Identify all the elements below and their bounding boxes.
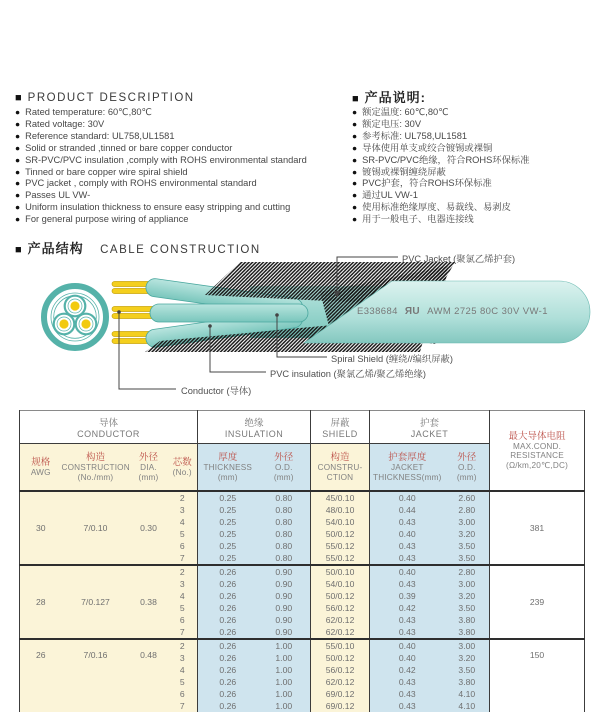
cell-ins-thickness: 0.26 [198,639,258,652]
table-group-header: 屏蔽 SHIELD [311,411,370,444]
table-column-header: 外径 O.D. (mm) [258,444,311,492]
cell-cores: 2 [168,565,198,578]
bullet-item: ● Solid or stranded ,tinned or bare copper conductor [15,143,307,155]
cell-ins-od: 0.80 [258,516,311,528]
table-row [20,565,585,578]
cell-ins-thickness: 0.26 [198,652,258,664]
cell-shield: 69/0.12 [311,688,370,700]
cell-shield: 56/0.12 [311,664,370,676]
cell-jacket-thickness: 0.43 [370,516,445,528]
cell-cores: 7 [168,700,198,712]
section-square-icon: ■ [352,93,359,105]
spiral-shield-label: Spiral Shield (缠绕//编织屏蔽) [331,354,453,364]
table-column-header: 护套厚度 JACKET THICKNESS(mm) [370,444,445,492]
cell-dia: 0.48 [130,639,168,712]
cell-ins-od: 1.00 [258,700,311,712]
cell-cores: 5 [168,676,198,688]
specification-table [19,410,585,712]
cell-ins-thickness: 0.26 [198,700,258,712]
cell-jacket-od: 2.60 [445,491,490,504]
cell-jacket-od: 3.00 [445,516,490,528]
cell-ins-thickness: 0.26 [198,590,258,602]
cell-jacket-thickness: 0.40 [370,639,445,652]
bullet-item: ● Tinned or bare copper wire spiral shield [15,167,307,179]
cell-shield: 50/0.12 [311,652,370,664]
cell-jacket-thickness: 0.43 [370,626,445,639]
cell-ins-thickness: 0.26 [198,676,258,688]
bullet-item: ● Reference standard: UL758,UL1581 [15,131,307,143]
cell-cores: 4 [168,516,198,528]
cell-construction: 7/0.127 [62,565,130,639]
cell-ins-od: 0.80 [258,528,311,540]
table-column-header: 厚度 THICKNESS (mm) [198,444,258,492]
bullet-item: ● Rated voltage: 30V [15,119,307,131]
cell-jacket-od: 3.20 [445,528,490,540]
cable-construction-title-en: CABLE CONSTRUCTION [100,244,261,256]
cell-ins-thickness: 0.26 [198,565,258,578]
cell-resistance: 150 [490,639,585,712]
product-description-title: PRODUCT DESCRIPTION [27,92,195,104]
table-group-header: 导体 CONDUCTOR [20,411,198,444]
cell-cores: 2 [168,491,198,504]
cell-shield: 56/0.12 [311,602,370,614]
awg-group [20,565,585,639]
cell-ins-od: 0.80 [258,540,311,552]
cell-jacket-od: 3.50 [445,602,490,614]
cell-jacket-od: 2.80 [445,565,490,578]
cell-ins-thickness: 0.26 [198,602,258,614]
cell-resistance: 239 [490,565,585,639]
cell-jacket-thickness: 0.42 [370,664,445,676]
table-column-header: 外径 DIA. (mm) [130,444,168,492]
cell-jacket-od: 3.80 [445,626,490,639]
section-square-icon: ■ [15,244,22,256]
cell-ins-od: 0.90 [258,590,311,602]
cell-jacket-od: 2.80 [445,504,490,516]
cell-shield: 50/0.10 [311,565,370,578]
bullet-item: ● Uniform insulation thickness to ensure easy stripping and cutting [15,202,307,214]
bullet-item: ● SR-PVC/PVC绝缘，符合ROHS环保标准 [352,155,530,167]
cell-ins-thickness: 0.26 [198,578,258,590]
bullet-item: ● 使用标准绝缘厚度、易裁线、易剥皮 [352,202,530,214]
cell-jacket-thickness: 0.42 [370,602,445,614]
cell-jacket-thickness: 0.39 [370,590,445,602]
cell-ins-od: 1.00 [258,639,311,652]
bullet-item: ● Passes UL VW- [15,190,307,202]
cell-jacket-od: 4.10 [445,688,490,700]
cell-construction: 7/0.10 [62,491,130,565]
table-group-header: 护套 JACKET [370,411,490,444]
cell-jacket-thickness: 0.43 [370,578,445,590]
product-description-heading [15,88,195,106]
cell-jacket-thickness: 0.44 [370,504,445,516]
product-description-list [15,107,307,226]
cell-shield: 45/0.10 [311,491,370,504]
bullet-item: ● SR-PVC/PVC insulation ,comply with ROHS environmental standard [15,155,307,167]
cell-jacket-od: 3.20 [445,590,490,602]
cell-jacket-od: 3.80 [445,614,490,626]
cell-ins-od: 0.80 [258,504,311,516]
cell-ins-thickness: 0.26 [198,688,258,700]
conductor-label: Conductor (导体) [181,386,252,396]
bullet-item: ● 额定电压: 30V [352,119,530,131]
bullet-item: ● 导体使用单支或绞合镀锡或裸铜 [352,143,530,155]
cell-jacket-thickness: 0.40 [370,528,445,540]
bullet-item: ● PVC护套，符合ROHS环保标准 [352,178,530,190]
cell-jacket-od: 3.50 [445,552,490,565]
cell-jacket-od: 3.80 [445,676,490,688]
cell-jacket-thickness: 0.43 [370,676,445,688]
cell-shield: 50/0.12 [311,528,370,540]
cell-ins-thickness: 0.25 [198,528,258,540]
table-row [20,491,585,504]
cable-3d-view [112,262,590,352]
cell-ins-od: 1.00 [258,688,311,700]
cell-cores: 7 [168,552,198,565]
cell-jacket-thickness: 0.43 [370,540,445,552]
cell-ins-thickness: 0.25 [198,516,258,528]
table-group-header: 绝缘 INSULATION [198,411,311,444]
cell-resistance: 381 [490,491,585,565]
cell-shield: 62/0.12 [311,626,370,639]
section-square-icon: ■ [15,92,22,104]
cell-construction: 7/0.16 [62,639,130,712]
pvc-insulation-label: PVC insulation (聚氯乙烯/聚乙烯绝缘) [270,369,427,379]
cell-dia: 0.38 [130,565,168,639]
cell-cores: 6 [168,614,198,626]
cell-cores: 4 [168,590,198,602]
cell-cores: 6 [168,540,198,552]
cell-awg: 26 [20,639,62,712]
table-column-header: 规格 AWG [20,444,62,492]
cell-shield: 69/0.12 [311,700,370,712]
bullet-item: ● 参考标准: UL758,UL1581 [352,131,530,143]
cell-jacket-thickness: 0.40 [370,565,445,578]
cell-jacket-thickness: 0.43 [370,552,445,565]
cell-ins-od: 0.90 [258,602,311,614]
cell-cores: 4 [168,664,198,676]
cell-cores: 3 [168,578,198,590]
cell-cores: 3 [168,504,198,516]
table-column-header: 构造 CONSTRUCTION (No./mm) [62,444,130,492]
cell-cores: 2 [168,639,198,652]
cell-ins-thickness: 0.25 [198,552,258,565]
cell-cores: 3 [168,652,198,664]
bullet-item: ● 镀锡或裸铜缠绕屏蔽 [352,167,530,179]
cell-ins-od: 1.00 [258,652,311,664]
cell-shield: 54/0.10 [311,516,370,528]
table-row [20,639,585,652]
cell-ins-thickness: 0.26 [198,664,258,676]
cell-awg: 30 [20,491,62,565]
cell-jacket-thickness: 0.40 [370,491,445,504]
cell-jacket-od: 3.50 [445,664,490,676]
cell-ins-od: 1.00 [258,664,311,676]
cell-jacket-od: 4.10 [445,700,490,712]
cable-construction-diagram [0,248,603,408]
cell-ins-thickness: 0.26 [198,614,258,626]
bullet-item: ● 用于一般电子、电器连接线 [352,214,530,226]
cell-cores: 5 [168,602,198,614]
jacket-print-text: E338684 ЯU AWM 2725 80C 30V VW-1 [357,306,548,317]
product-description-cn-title: 产品说明: [364,90,426,105]
cell-ins-od: 0.80 [258,491,311,504]
table-column-header: 芯数 (No.) [168,444,198,492]
cell-jacket-thickness: 0.43 [370,614,445,626]
bullet-item: ● 额定温度: 60℃,80℃ [352,107,530,119]
cell-ins-od: 0.90 [258,614,311,626]
product-description-cn-list [352,107,530,226]
bullet-item: ● Rated temperature: 60℃,80℃ [15,107,307,119]
cell-jacket-thickness: 0.40 [370,652,445,664]
awg-group [20,491,585,565]
bullet-item: ● For general purpose wiring of appliance [15,214,307,226]
cell-ins-thickness: 0.25 [198,504,258,516]
cell-jacket-od: 3.00 [445,639,490,652]
pvc-jacket-label: PVC Jacket (聚氯乙烯护套) [402,254,516,264]
cell-ins-od: 1.00 [258,676,311,688]
cell-shield: 48/0.10 [311,504,370,516]
cell-jacket-od: 3.20 [445,652,490,664]
cell-jacket-od: 3.50 [445,540,490,552]
cell-shield: 62/0.12 [311,676,370,688]
cell-jacket-thickness: 0.43 [370,688,445,700]
cell-cores: 7 [168,626,198,639]
cell-shield: 62/0.12 [311,614,370,626]
cell-dia: 0.30 [130,491,168,565]
cell-ins-od: 0.90 [258,626,311,639]
cell-ins-thickness: 0.25 [198,491,258,504]
table-column-header: 构造 CONSTRU- CTION [311,444,370,492]
cell-shield: 54/0.10 [311,578,370,590]
table-column-header: 外径 O.D. (mm) [445,444,490,492]
cell-ins-od: 0.80 [258,552,311,565]
awg-group [20,639,585,712]
cell-shield: 55/0.12 [311,552,370,565]
cell-shield: 55/0.12 [311,540,370,552]
product-description-cn-heading [352,87,426,107]
cell-ins-od: 0.90 [258,565,311,578]
cell-jacket-od: 3.00 [445,578,490,590]
cell-cores: 6 [168,688,198,700]
cable-construction-title-cn: 产品结构 [27,241,84,256]
cell-ins-od: 0.90 [258,578,311,590]
cell-awg: 28 [20,565,62,639]
bullet-item: ● PVC jacket , comply with ROHS environmental standard [15,178,307,190]
cable-cross-section-icon [44,286,106,348]
cell-ins-thickness: 0.25 [198,540,258,552]
cell-jacket-thickness: 0.43 [370,700,445,712]
bullet-item: ● 通过UL VW-1 [352,190,530,202]
cell-shield: 50/0.12 [311,590,370,602]
cell-ins-thickness: 0.26 [198,626,258,639]
resistance-header: 最大导体电阻 MAX.COND. RESISTANCE (Ω/km,20℃,DC) [490,411,585,492]
ul-mark-icon: ЯU [404,306,421,317]
cell-cores: 5 [168,528,198,540]
cell-shield: 55/0.10 [311,639,370,652]
